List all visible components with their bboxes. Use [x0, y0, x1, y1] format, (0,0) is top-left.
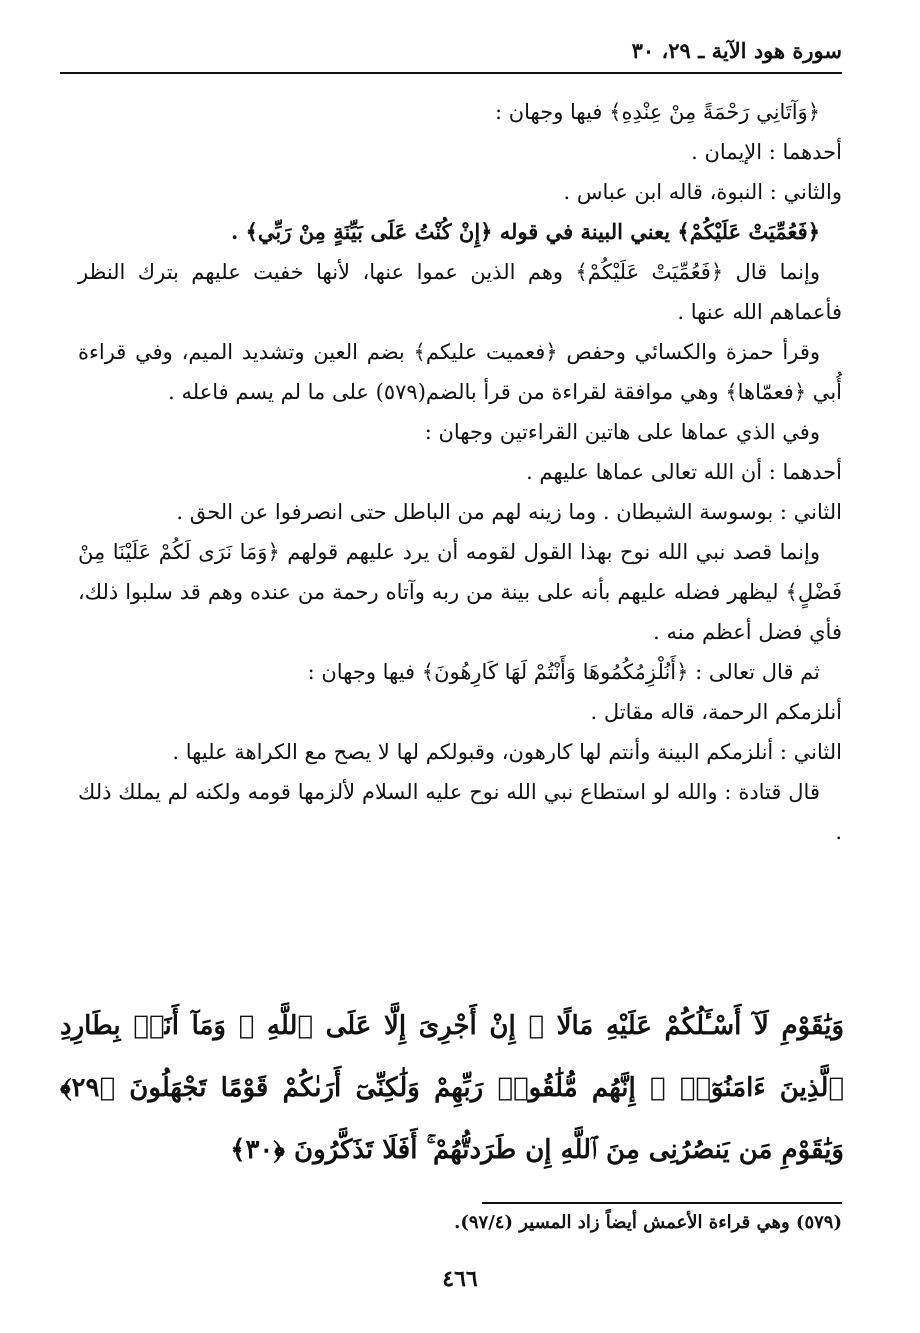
footnote-divider: [482, 1202, 842, 1204]
paragraph: الثاني : أنلزمكم البينة وأنتم لها كارهون، وقبولكم لها لا يصح مع الكراهة عليها .: [172, 740, 842, 764]
paragraph: وإنما قصد نبي الله نوح بهذا القول لقومه أن يرد عليهم قولهم ﴿وَمَا نَرَى لَكُمْ عَلَيْنَا مِنْ فَضْلٍ﴾ ليظهر فضله عليهم بأنه على بينة من ربه وآتاه رحمة من عنده وهم قد سلبوا ذلك، فأي فضل أعظم منه .: [78, 540, 842, 644]
paragraph: وقرأ حمزة والكسائي وحفص ﴿فعميت عليكم﴾ بضم العين وتشديد الميم، وفي قراءة أُبي ﴿فعمّاها﴾ وهي موافقة لقراءة من قرأ بالضم(٥٧٩) على ما لم يسم فاعله .: [78, 340, 842, 404]
paragraph: ﴿وَآتَانِي رَحْمَةً مِنْ عِنْدِهِ﴾ فيها وجهان :: [494, 100, 820, 124]
quran-verses: وَيَٰقَوْمِ لَآ أَسْـَٔلُكُمْ عَلَيْهِ مَالًا ۖ إِنْ أَجْرِىَ إِلَّا عَلَى ٱللَّهِ ۚ وَمَآ أَنَا۠ بِطَارِدِ ٱلَّذِينَ ءَامَنُوٓا۟ ۚ إِنَّهُم مُّلَٰقُوا۟ رَبِّهِمْ وَلَٰكِنِّىٓ أَرَىٰكُمْ قَوْمًا تَجْهَلُونَ ﴿٢٩﴾ وَيَٰقَوْمِ مَن يَنصُرُنِى مِنَ ٱللَّهِ إِن طَرَدتُّهُمْ ۚ أَفَلَا تَذَكَّرُونَ ﴿٣٠﴾: [60, 1011, 844, 1165]
paragraph: ثم قال تعالى : ﴿أَنُلْزِمُكُمُوهَا وَأَنْتُمْ لَهَا كَارِهُونَ﴾ فيها وجهان :: [307, 660, 820, 684]
paragraph: أنلزمكم الرحمة، قاله مقاتل .: [590, 700, 842, 724]
paragraph: والثاني : النبوة، قاله ابن عباس .: [563, 180, 842, 204]
paragraph: وفي الذي عماها على هاتين القراءتين وجهان :: [424, 420, 820, 444]
paragraph: ﴿فَعُمِّيَتْ عَلَيْكُمْ﴾ يعني البينة في قوله ﴿إِنْ كُنْتُ عَلَى بَيِّنَةٍ مِنْ رَبِّي﴾ .: [230, 219, 820, 244]
running-title: سورة هود الآية ـ ٢٩، ٣٠: [631, 38, 842, 63]
paragraph: قال قتادة : والله لو استطاع نبي الله نوح عليه السلام لألزمها قومه ولكنه لم يملك ذلك .: [78, 780, 842, 844]
paragraph: أحدهما : الإيمان .: [691, 140, 842, 164]
paragraph: الثاني : بوسوسة الشيطان . وما زينه لهم من الباطل حتى انصرفوا عن الحق .: [176, 500, 842, 524]
commentary-body: [78, 92, 842, 852]
paragraph: أحدهما : أن الله تعالى عماها عليهم .: [526, 460, 842, 484]
footnote: (٥٧٩) وهي قراءة الأعمش أيضاً زاد المسير (٩٧/٤).: [454, 1212, 842, 1233]
page-number: ٤٦٦: [442, 1266, 478, 1292]
running-header: [60, 38, 842, 74]
paragraph: وإنما قال ﴿فَعُمِّيَتْ عَلَيْكُمْ﴾ وهم الذين عموا عنها، لأنها خفيت عليهم بترك النظر فأعماهم الله عنها .: [78, 260, 842, 324]
